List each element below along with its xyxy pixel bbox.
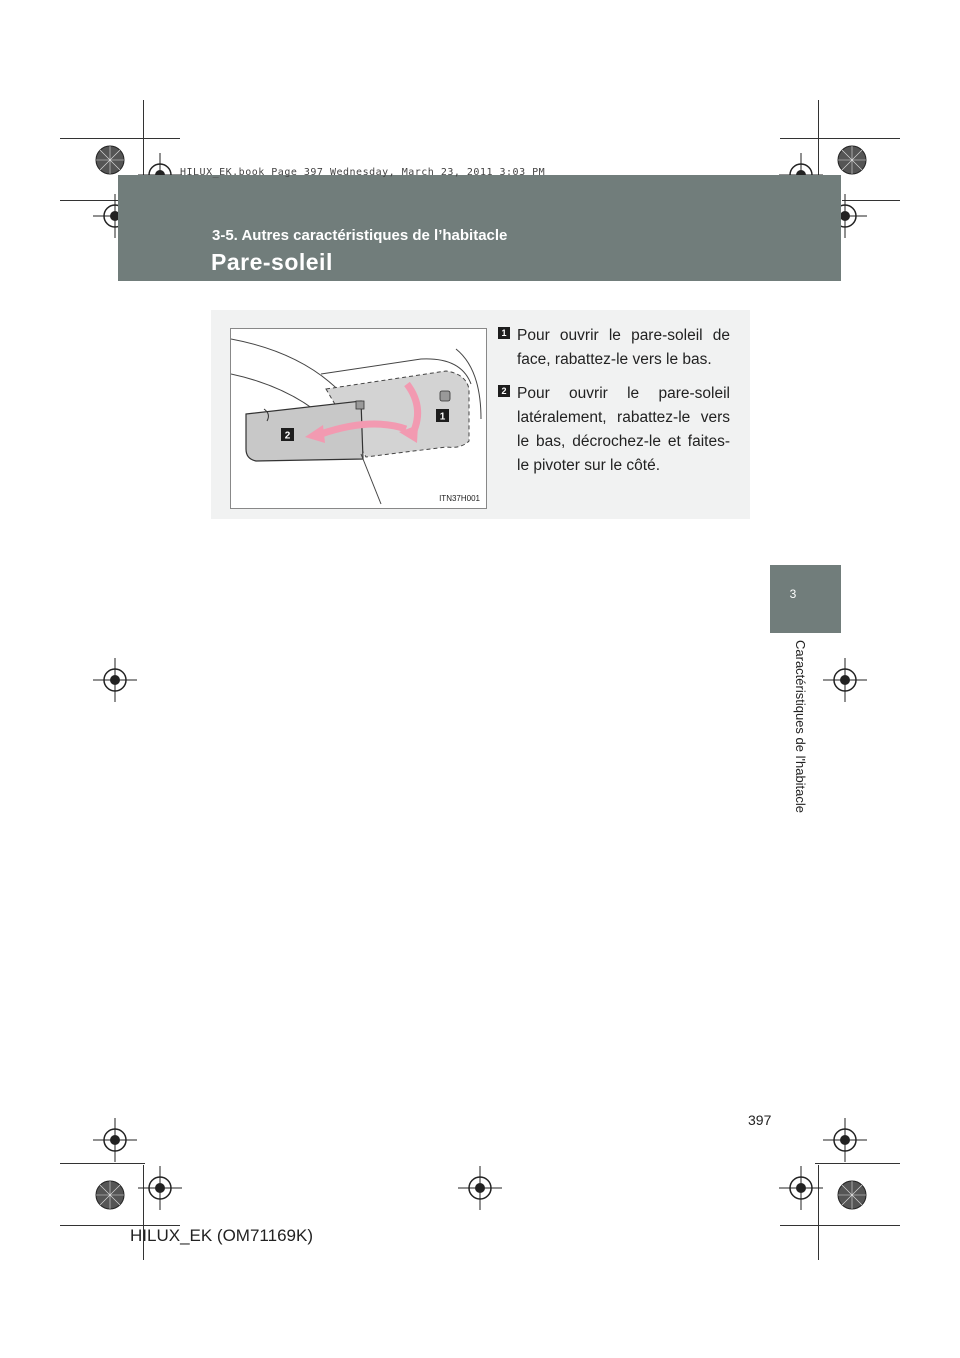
sun-visor-illustration <box>230 328 487 509</box>
step-item <box>498 382 730 478</box>
footer-model: HILUX_EK (OM71169K) <box>130 1226 313 1245</box>
step-badge: 1 <box>498 327 510 339</box>
step-badge: 2 <box>498 385 510 397</box>
section-label: 3-5. Autres caractéristiques de l’habitacle <box>212 227 508 244</box>
page-title: Pare-soleil <box>211 249 333 275</box>
content-box <box>211 310 750 519</box>
chapter-title: Caractéristiques de l'habitacle <box>793 640 808 814</box>
step-item <box>498 324 730 372</box>
chapter-number: 3 <box>789 587 797 601</box>
chapter-tab <box>770 565 841 633</box>
step-text: Pour ouvrir le pare-soleil latéralement, rabattez-le vers le bas, décrochez-le et faites-le pivoter sur le côté. <box>517 385 730 474</box>
step-text: Pour ouvrir le pare-soleil de face, rabattez-le vers le bas. <box>517 327 730 368</box>
figure-code: ITN37H001 <box>439 494 480 503</box>
figure-callout-2: 2 <box>284 430 291 442</box>
page-number: 397 <box>748 1112 772 1128</box>
steps-list <box>498 324 730 488</box>
figure-callout-1: 1 <box>439 411 446 423</box>
print-stamp: HILUX_EK.book Page 397 Wednesday, March 23, 2011 3:03 PM <box>180 167 546 178</box>
